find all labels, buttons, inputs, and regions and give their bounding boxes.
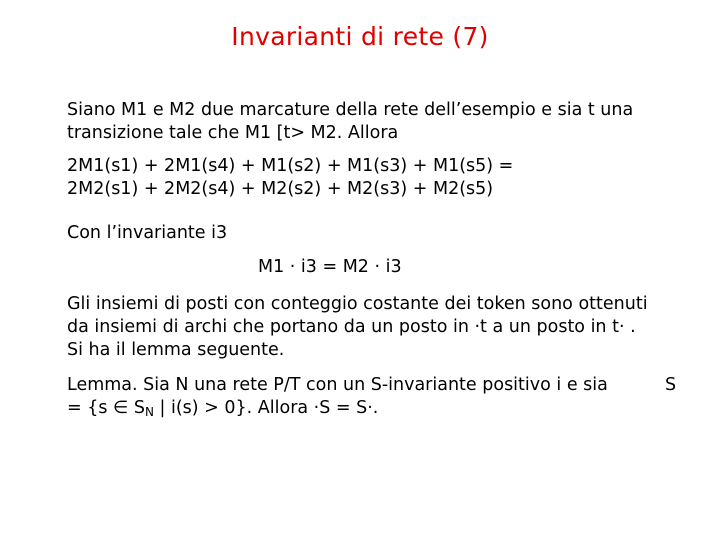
lemma-line-2-end: | i(s) > 0}. Allora ·S = S·. xyxy=(153,398,379,418)
lemma-line-2 xyxy=(67,397,697,424)
intro-line-2: transizione tale che M1 [t> M2. Allora xyxy=(67,123,399,143)
lemma-set-symbol: S xyxy=(665,375,677,395)
lemma-paragraph xyxy=(67,374,697,424)
invariant-formula: M1 · i3 = M2 · i3 xyxy=(258,257,402,277)
token-line-3: Si ha il lemma seguente. xyxy=(67,340,285,360)
token-count-paragraph xyxy=(67,293,697,362)
equation-line-1: 2M1(s1) + 2M1(s4) + M1(s2) + M1(s3) + M1(s5) = xyxy=(67,156,514,176)
lemma-line-1-row xyxy=(67,374,697,397)
lemma-line-1: Lemma. Sia N una rete P/T con un S-invariante positivo i e sia xyxy=(67,375,608,395)
equation-paragraph xyxy=(67,155,697,201)
lemma-line-2-start: = {s ∈ S xyxy=(67,398,145,418)
intro-line-1: Siano M1 e M2 due marcature della rete dell’esempio e sia t una xyxy=(67,100,634,120)
intro-paragraph xyxy=(67,99,697,145)
lemma-subscript: N xyxy=(144,405,154,419)
slide-title: Invarianti di rete (7) xyxy=(231,22,489,51)
invariant-intro: Con l’invariante i3 xyxy=(67,223,228,243)
token-line-2: da insiemi di archi che portano da un posto in ·t a un posto in t· . xyxy=(67,317,636,337)
token-line-1: Gli insiemi di posti con conteggio costante dei token sono ottenuti xyxy=(67,294,648,314)
equation-line-2: 2M2(s1) + 2M2(s4) + M2(s2) + M2(s3) + M2(s5) xyxy=(67,179,494,199)
